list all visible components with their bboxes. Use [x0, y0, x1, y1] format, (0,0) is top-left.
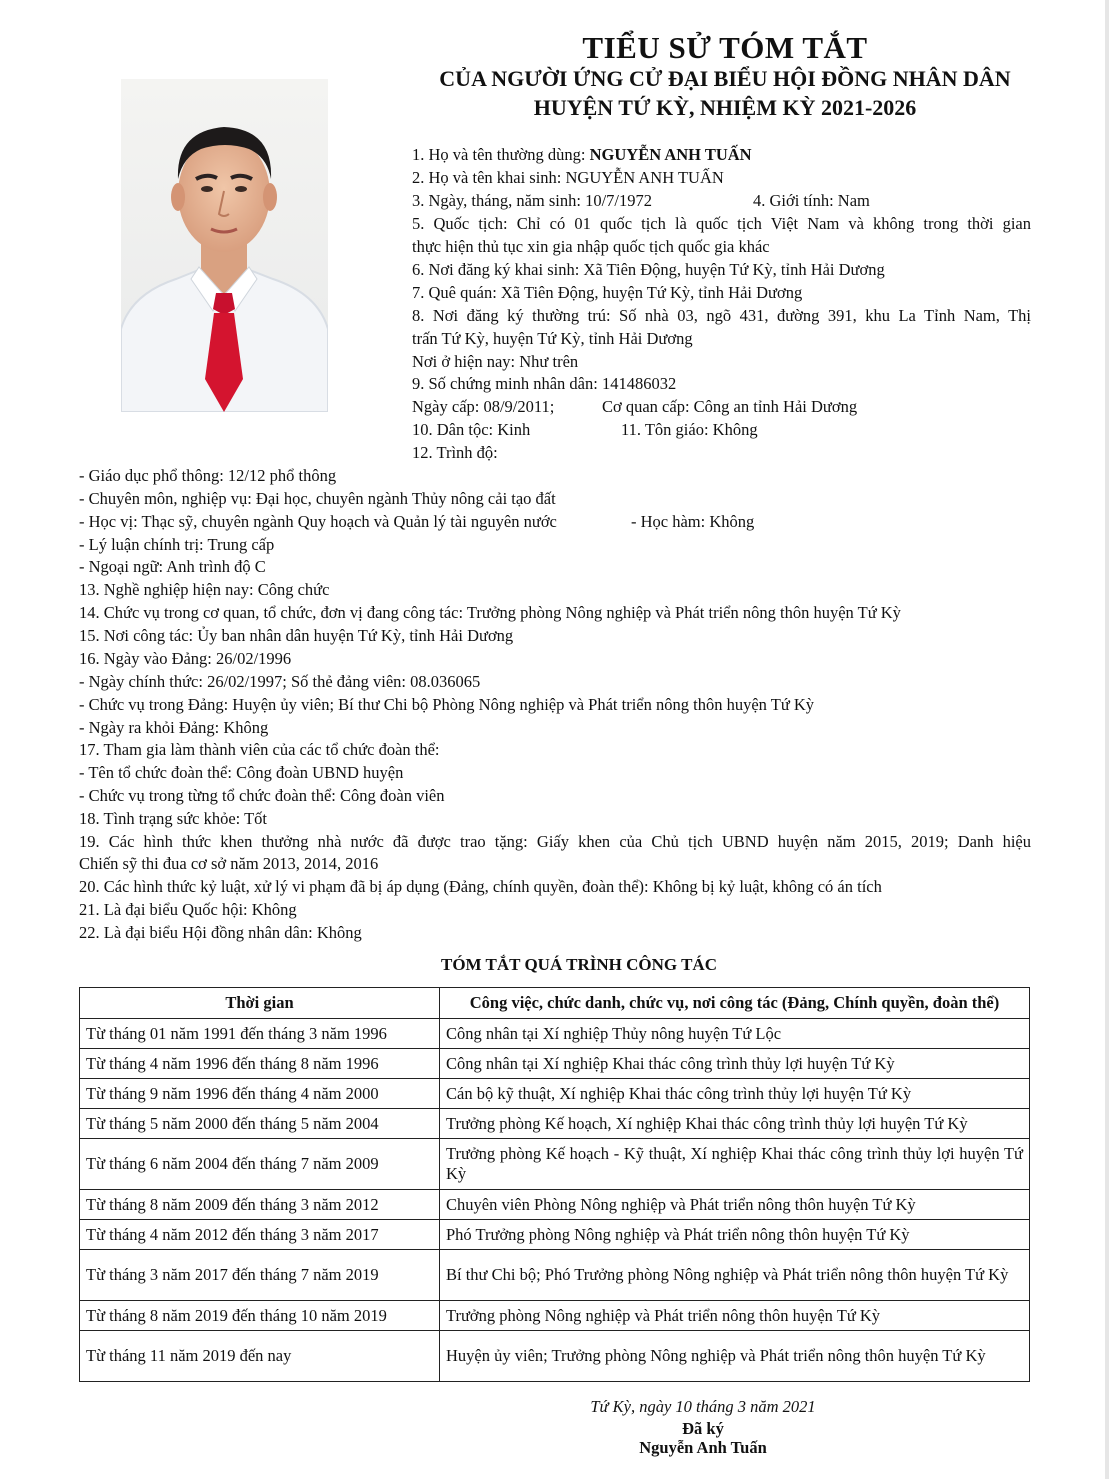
job-cell: Công nhân tại Xí nghiệp Thủy nông huyện Tứ Lộc [440, 1019, 1030, 1049]
bio-nationality-cont: thực hiện thủ tục xin gia nhập quốc tịch quốc gia khác [412, 237, 770, 256]
bio-awards-cont: Chiến sỹ thi đua cơ sở năm 2013, 2014, 2016 [79, 854, 379, 873]
job-cell: Trưởng phòng Kế hoạch - Kỹ thuật, Xí nghiệp Khai thác công trình thủy lợi huyện Tứ Kỳ [440, 1139, 1030, 1190]
document-subtitle-1: CỦA NGƯỜI ỨNG CỬ ĐẠI BIỂU HỘI ĐỒNG NHÂN DÂN [439, 66, 1011, 91]
bio-party-official-date: - Ngày chính thức: 26/02/1997; Số thẻ đảng viên: 08.036065 [79, 672, 481, 691]
job-cell: Huyện ủy viên; Trưởng phòng Nông nghiệp và Phát triển nông thôn huyện Tứ Kỳ [440, 1331, 1030, 1382]
bio-nationality: 5. Quốc tịch: Chỉ có 01 quốc tịch là quốc tịch Việt Nam và không trong thời gian [412, 214, 1031, 233]
period-cell: Từ tháng 01 năm 1991 đến tháng 3 năm 1996 [80, 1019, 440, 1049]
signature-place-date: Tứ Kỳ, ngày 10 tháng 3 năm 2021 [590, 1397, 816, 1416]
job-cell: Trưởng phòng Kế hoạch, Xí nghiệp Khai thác công trình thủy lợi huyện Tứ Kỳ [440, 1109, 1030, 1139]
bio-id-issue-date: Ngày cấp: 08/9/2011; [412, 397, 555, 416]
job-cell: Trưởng phòng Nông nghiệp và Phát triển nông thôn huyện Tứ Kỳ [440, 1301, 1030, 1331]
bio-education-heading: 12. Trình độ: [412, 443, 498, 462]
bio-party-leave-date: - Ngày ra khỏi Đảng: Không [79, 718, 269, 737]
job-cell: Cán bộ kỹ thuật, Xí nghiệp Khai thác công trình thủy lợi huyện Tứ Kỳ [440, 1079, 1030, 1109]
bio-current-address: Nơi ở hiện nay: Như trên [412, 352, 579, 371]
bio-awards: 19. Các hình thức khen thưởng nhà nước đã được trao tặng: Giấy khen của Chủ tịch UBND huyện năm 2015, 2019; Danh hiệu [79, 832, 1031, 851]
bio-organization-role: - Chức vụ trong từng tổ chức đoàn thể: Công đoàn viên [79, 786, 445, 805]
bio-specialty: - Chuyên môn, nghiệp vụ: Đại học, chuyên ngành Thủy nông cải tạo đất [79, 489, 556, 508]
bio-common-name [412, 144, 752, 166]
candidate-portrait-photo [121, 79, 328, 412]
bio-political-theory: - Lý luận chính trị: Trung cấp [79, 535, 275, 554]
bio-common-name-value: NGUYỄN ANH TUẤN [589, 145, 752, 164]
bio-birth-registration: 6. Nơi đăng ký khai sinh: Xã Tiên Động, huyện Tứ Kỳ, tỉnh Hải Dương [412, 260, 885, 279]
signature-signed-label: Đã ký [682, 1419, 724, 1438]
bio-ethnicity: 10. Dân tộc: Kinh [412, 420, 531, 439]
period-cell: Từ tháng 5 năm 2000 đến tháng 5 năm 2004 [80, 1109, 440, 1139]
bio-id-issuer: Cơ quan cấp: Công an tỉnh Hải Dương [602, 397, 858, 416]
bio-organization-name: - Tên tổ chức đoàn thể: Công đoàn UBND huyện [79, 763, 404, 782]
period-cell: Từ tháng 6 năm 2004 đến tháng 7 năm 2009 [80, 1139, 440, 1190]
column-header-period: Thời gian [80, 988, 440, 1019]
bio-national-assembly: 21. Là đại biểu Quốc hội: Không [79, 900, 297, 919]
bio-residence-cont: trấn Tứ Kỳ, huyện Tứ Kỳ, tỉnh Hải Dương [412, 329, 693, 348]
table-row [80, 1109, 1030, 1139]
period-cell: Từ tháng 4 năm 1996 đến tháng 8 năm 1996 [80, 1049, 440, 1079]
bio-foreign-language: - Ngoại ngữ: Anh trình độ C [79, 557, 266, 576]
table-row [80, 1250, 1030, 1301]
job-cell: Phó Trưởng phòng Nông nghiệp và Phát triển nông thôn huyện Tứ Kỳ [440, 1220, 1030, 1250]
bio-birth-name: 2. Họ và tên khai sinh: NGUYỄN ANH TUẤN [412, 168, 724, 187]
period-cell: Từ tháng 11 năm 2019 đến nay [80, 1331, 440, 1382]
table-header-row [80, 988, 1030, 1019]
period-cell: Từ tháng 3 năm 2017 đến tháng 7 năm 2019 [80, 1250, 440, 1301]
bio-occupation: 13. Nghề nghiệp hiện nay: Công chức [79, 580, 330, 599]
bio-organizations: 17. Tham gia làm thành viên của các tổ chức đoàn thể: [79, 740, 440, 759]
bio-hometown: 7. Quê quán: Xã Tiên Động, huyện Tứ Kỳ, tỉnh Hải Dương [412, 283, 803, 302]
bio-degree: - Học vị: Thạc sỹ, chuyên ngành Quy hoạch và Quản lý tài nguyên nước [79, 512, 557, 531]
table-row [80, 1139, 1030, 1190]
bio-id-number: 9. Số chứng minh nhân dân: 141486032 [412, 374, 677, 393]
table-row [80, 1331, 1030, 1382]
table-row [80, 1220, 1030, 1250]
signature-name: Nguyễn Anh Tuấn [639, 1438, 767, 1457]
period-cell: Từ tháng 4 năm 2012 đến tháng 3 năm 2017 [80, 1220, 440, 1250]
bio-health: 18. Tình trạng sức khỏe: Tốt [79, 809, 267, 828]
period-cell: Từ tháng 8 năm 2019 đến tháng 10 năm 2019 [80, 1301, 440, 1331]
bio-residence: 8. Nơi đăng ký thường trú: Số nhà 03, ngõ 431, đường 391, khu La Tỉnh Nam, Thị [412, 306, 1031, 325]
bio-position: 14. Chức vụ trong cơ quan, tổ chức, đơn vị đang công tác: Trưởng phòng Nông nghiệp và Phát triển nông thôn huyện Tứ Kỳ [79, 603, 901, 622]
bio-workplace: 15. Nơi công tác: Ủy ban nhân dân huyện Tứ Kỳ, tỉnh Hải Dương [79, 626, 514, 645]
bio-academic-title: - Học hàm: Không [631, 512, 755, 531]
bio-peoples-council: 22. Là đại biểu Hội đồng nhân dân: Không [79, 923, 362, 942]
bio-gender: 4. Giới tính: Nam [753, 191, 870, 210]
column-header-job: Công việc, chức danh, chức vụ, nơi công tác (Đảng, Chính quyền, đoàn thể) [440, 988, 1030, 1019]
document-title: TIỂU SỬ TÓM TẮT [582, 30, 868, 65]
page-edge [1105, 0, 1109, 1479]
work-history-title: TÓM TẮT QUÁ TRÌNH CÔNG TÁC [441, 955, 717, 974]
table-row [80, 1190, 1030, 1220]
bio-religion: 11. Tôn giáo: Không [621, 420, 758, 439]
bio-discipline: 20. Các hình thức kỷ luật, xử lý vi phạm đã bị áp dụng (Đảng, chính quyền, đoàn thể): Không bị kỷ luật, không có án tích [79, 877, 882, 896]
bio-birth-date: 3. Ngày, tháng, năm sinh: 10/7/1972 [412, 191, 652, 210]
bio-party-position: - Chức vụ trong Đảng: Huyện ủy viên; Bí thư Chi bộ Phòng Nông nghiệp và Phát triển nông thôn huyện Tứ Kỳ [79, 695, 815, 714]
table-row [80, 1019, 1030, 1049]
bio-common-name-label: 1. Họ và tên thường dùng: [412, 145, 590, 164]
job-cell: Chuyên viên Phòng Nông nghiệp và Phát triển nông thôn huyện Tứ Kỳ [440, 1190, 1030, 1220]
table-row [80, 1049, 1030, 1079]
job-cell: Công nhân tại Xí nghiệp Khai thác công trình thủy lợi huyện Tứ Kỳ [440, 1049, 1030, 1079]
job-cell: Bí thư Chi bộ; Phó Trưởng phòng Nông nghiệp và Phát triển nông thôn huyện Tứ Kỳ [440, 1250, 1030, 1301]
period-cell: Từ tháng 9 năm 1996 đến tháng 4 năm 2000 [80, 1079, 440, 1109]
period-cell: Từ tháng 8 năm 2009 đến tháng 3 năm 2012 [80, 1190, 440, 1220]
table-row [80, 1079, 1030, 1109]
bio-general-education: - Giáo dục phổ thông: 12/12 phổ thông [79, 466, 337, 485]
document-subtitle-2: HUYỆN TỨ KỲ, NHIỆM KỲ 2021-2026 [533, 95, 917, 120]
work-history-table [79, 987, 1030, 1382]
table-row [80, 1301, 1030, 1331]
bio-party-join-date: 16. Ngày vào Đảng: 26/02/1996 [79, 649, 292, 668]
